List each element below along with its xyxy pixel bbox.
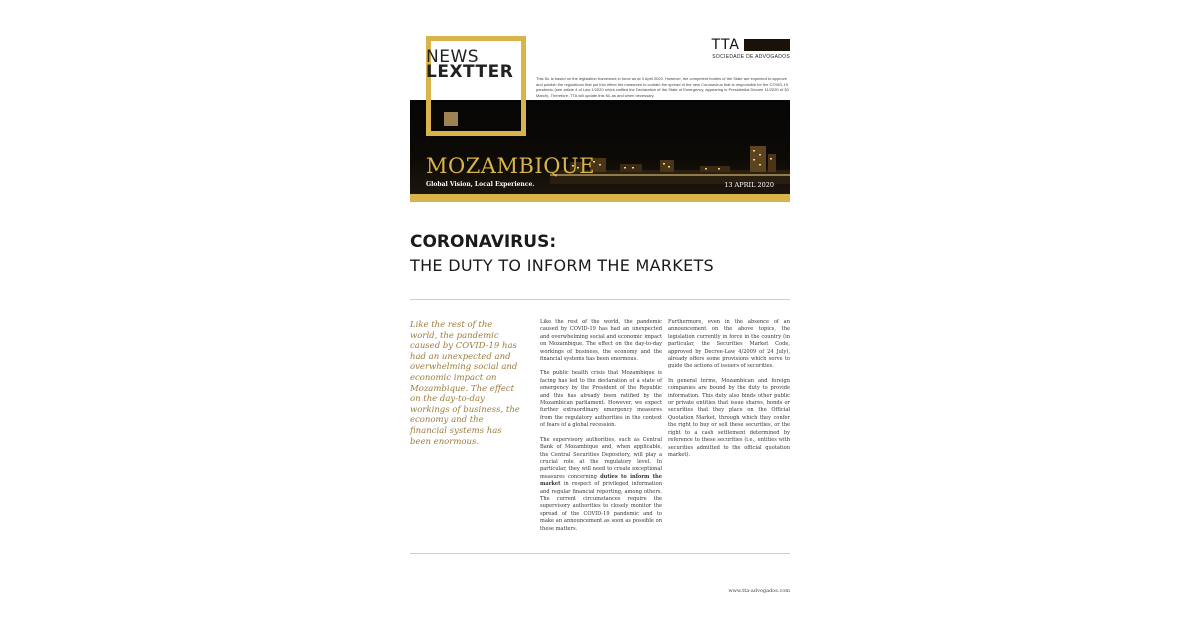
logo-square xyxy=(444,112,458,126)
paragraph: The public health crisis that Mozambique is facing has led to the declaration of a state of emergency by the President of the Republic and this has already been ratified by the Mozambican parliament. However, we expect further extraordinary emergency measures from the regulatory authorities in the context of fears of a global recession. xyxy=(540,370,662,429)
newsletter-title-line1: NEWS xyxy=(426,47,480,67)
issue-date: 13 APRIL 2020 xyxy=(724,181,774,189)
tagline: Global Vision, Local Experience. xyxy=(426,181,535,188)
newsletter-title xyxy=(426,47,514,82)
divider-top xyxy=(410,299,790,300)
paragraph xyxy=(540,437,662,533)
firm-name: TTA xyxy=(711,36,740,53)
article-column-2 xyxy=(668,319,790,466)
divider-bottom xyxy=(410,553,790,554)
pull-quote: Like the rest of the world, the pandemic caused by COVID-19 has had an unexpected and overwhelming social and economic impact on Mozambique. The effect on the day-to-day workings of business, the economy and the financial systems has been enormous. xyxy=(410,320,520,447)
headline-line2: THE DUTY TO INFORM THE MARKETS xyxy=(410,256,715,275)
country-title: MOZAMBIQUE xyxy=(426,154,595,178)
paragraph: Like the rest of the world, the pandemic caused by COVID-19 has had an unexpected and overwhelming social and economic impact on Mozambique. The effect on the day-to-day workings of business, the economy and the financial systems has been enormous. xyxy=(540,319,662,363)
newsletter-title-line2: LEXTTER xyxy=(426,62,514,82)
newsletter-header xyxy=(410,30,790,202)
disclaimer-text: This NL is based on the legislation framework in force as at 3 April 2020. However, the competent bodies of the State are expected to approve and publish the regulations that put into effect the measures to contain the spread of the new Coronavirus that is responsible for the COVID-19 pandemic (see article 4 of Law 1/2020 which ratified the Declaration of the State of Emergency, appearing in Presidential Decree 11/2020 of 30 March). Therefore, TTA will update this NL as and when necessary. xyxy=(536,76,789,98)
paragraph-text: The supervisory authorities, such as Central Bank of Mozambique and, when applicable, the Central Securities Depository, will play a crucial role at the regulatory level. In particular, they will need to create exceptional measures concerning xyxy=(540,436,662,480)
paragraph-emphasis: duties to inform the market xyxy=(540,473,662,488)
article-headline xyxy=(410,232,714,275)
paragraph-text: in respect of privileged information and regular financial reporting, among others. The current circumstances require the supervisory authorities to closely monitor the spread of the COVID-19 pandemic and to make an announcement as soon as possible on these matters. xyxy=(540,481,662,532)
firm-logo xyxy=(712,36,790,60)
logo-frame-lower xyxy=(426,100,526,136)
newsletter-page xyxy=(410,30,790,620)
firm-subtitle: SOCIEDADE DE ADVOGADOS xyxy=(712,54,790,60)
paragraph: Furthermore, even in the absence of an announcement on the above topics, the legislation currently in force in the country (in particular, the Securities Market Code, approved by Decree-Law 4/2009 of 24 July), already offers some provisions which serve to guide the actions of issuers of securities. xyxy=(668,319,790,370)
firm-logo-bar xyxy=(744,39,790,51)
website-link[interactable]: www.tta-advogados.com xyxy=(728,588,790,594)
gold-strip xyxy=(410,194,790,202)
paragraph: In general terms, Mozambican and foreign companies are bound by the duty to provide information. This duty also binds other public or private entities that issue shares, bonds or securities that they place on the Official Quotation Market, through which they confer the right to buy or sell these securities, or the right to a cash settlement determined by reference to these securities (i.e., entities with securities admitted to the official quotation market). xyxy=(668,377,790,458)
headline-line1: CORONAVIRUS: xyxy=(410,232,557,252)
article-column-1 xyxy=(540,319,662,540)
